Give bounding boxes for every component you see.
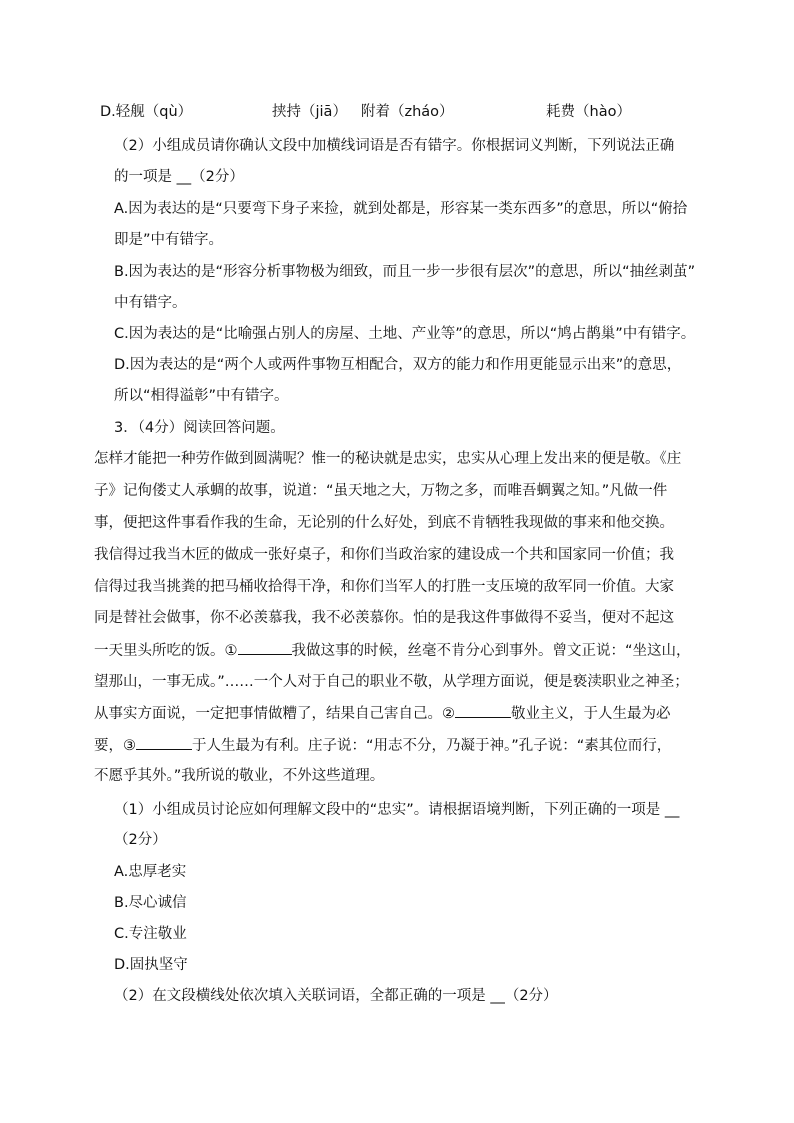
blank-marker-1: ① bbox=[224, 643, 238, 659]
q2-stem-line1: （2）小组成员请你确认文段中加横线词语是否有错字。你根据词义判断，下列说法正确 bbox=[114, 138, 675, 154]
prev-option-d bbox=[100, 102, 192, 122]
passage-line bbox=[94, 735, 671, 756]
passage-text: 敬业主义，于人生最为必 bbox=[511, 706, 671, 722]
passage-line: 我信得过我当木匠的做成一张好桌子，和你们当政治家的建设成一个共和国家同一价值；我 bbox=[94, 547, 674, 563]
passage-line bbox=[94, 640, 691, 661]
prev-option-d-label: D.轻舰（qù） bbox=[100, 104, 193, 120]
q3-sub1-option-a: A.忠厚老实 bbox=[114, 864, 187, 880]
q3-sub1-option-d: D.固执坚守 bbox=[114, 957, 188, 973]
fill-blank-2 bbox=[455, 703, 511, 718]
q2-option-d-line2: 所以“相得溢彰”中有错字。 bbox=[114, 388, 289, 404]
q3-sub1-option-c: C.专注敬业 bbox=[114, 926, 187, 942]
q2-option-a-line1: A.因为表达的是“只要弯下身子来捡，就到处都是，形容某一类东西多”的意思，所以“俯拾 bbox=[114, 201, 688, 217]
fill-blank-1 bbox=[238, 640, 292, 655]
q2-option-b-line2: 中有错字。 bbox=[114, 295, 187, 311]
q2-option-d-line1: D.因为表达的是“两个人或两件事物互相配合，双方的能力和作用更能显示出来”的意思， bbox=[114, 357, 682, 373]
prev-option-d-item3: 附着（zháo） bbox=[361, 104, 454, 120]
q3-header: 3．（4分）阅读回答问题。 bbox=[114, 420, 285, 436]
q2-option-a-line2: 即是”中有错字。 bbox=[114, 232, 224, 248]
passage-text: 于人生最为有利。庄子说：“用志不分，乃凝于神。”孔子说：“素其位而行， bbox=[192, 738, 672, 754]
passage-text: 从事实方面说，一定把事情做糟了，结果自己害自己。 bbox=[94, 706, 442, 722]
blank-marker-2: ② bbox=[442, 706, 455, 722]
passage-line: 望那山，一事无成。”……一个人对于自己的职业不敬，从学理方面说，便是亵渎职业之神圣； bbox=[94, 674, 689, 690]
passage-text: 我做这事的时候，丝毫不肯分心到事外。曾文正说：“坐这山， bbox=[291, 643, 691, 659]
passage-text: 一天里头所吃的饭。 bbox=[94, 643, 225, 659]
q2-stem-line2: 的一项是 __（2分） bbox=[114, 169, 244, 185]
prev-option-d-item2: 挟持（jiā） bbox=[272, 104, 347, 120]
q3-sub1-option-b: B.尽心诚信 bbox=[114, 895, 187, 911]
passage-line: 信得过我当挑粪的把马桶收拾得干净，和你们当军人的打胜一支压境的敌军同一价值。大家 bbox=[94, 579, 674, 595]
q3-sub2-stem: （2）在文段横线处依次填入关联词语，全都正确的一项是 __（2分） bbox=[114, 988, 558, 1004]
blank-marker-3: ③ bbox=[123, 738, 136, 754]
q3-sub1-stem-line1: （1）小组成员讨论应如何理解文段中的“忠实”。请根据语境判断，下列正确的一项是 __ bbox=[114, 802, 680, 818]
passage-line: 子》记佝偻丈人承蜩的故事，说道：“虽天地之大，万物之多，而唯吾蜩翼之知。”凡做一件 bbox=[94, 483, 668, 499]
passage-line: 怎样才能把一种劳作做到圆满呢？惟一的秘诀就是忠实，忠实从心理上发出来的便是敬。《庄 bbox=[94, 451, 682, 467]
passage-line: 同是替社会做事，你不必羡慕我，我不必羡慕你。怕的是我这件事做得不妥当，便对不起这 bbox=[94, 610, 674, 626]
q3-sub1-stem-line2: （2分） bbox=[114, 832, 167, 848]
fill-blank-3 bbox=[136, 735, 192, 750]
q2-option-c-line1: C.因为表达的是“比喻强占别人的房屋、土地、产业等”的意思，所以“鸠占鹊巢”中有错字。 bbox=[114, 326, 696, 342]
q2-option-b-line1: B.因为表达的是“形容分析事物极为细致，而且一步一步很有层次”的意思，所以“抽丝剥茧” bbox=[114, 264, 696, 280]
passage-text: 要， bbox=[94, 738, 123, 754]
prev-option-d-item4: 耗费（hào） bbox=[546, 104, 631, 120]
passage-line bbox=[94, 703, 671, 724]
passage-line: 不愿乎其外。”我所说的敬业，不外这些道理。 bbox=[94, 768, 385, 784]
passage-line: 事，便把这件事看作我的生命，无论别的什么好处，到底不肯牺牲我现做的事来和他交换。 bbox=[94, 515, 674, 531]
